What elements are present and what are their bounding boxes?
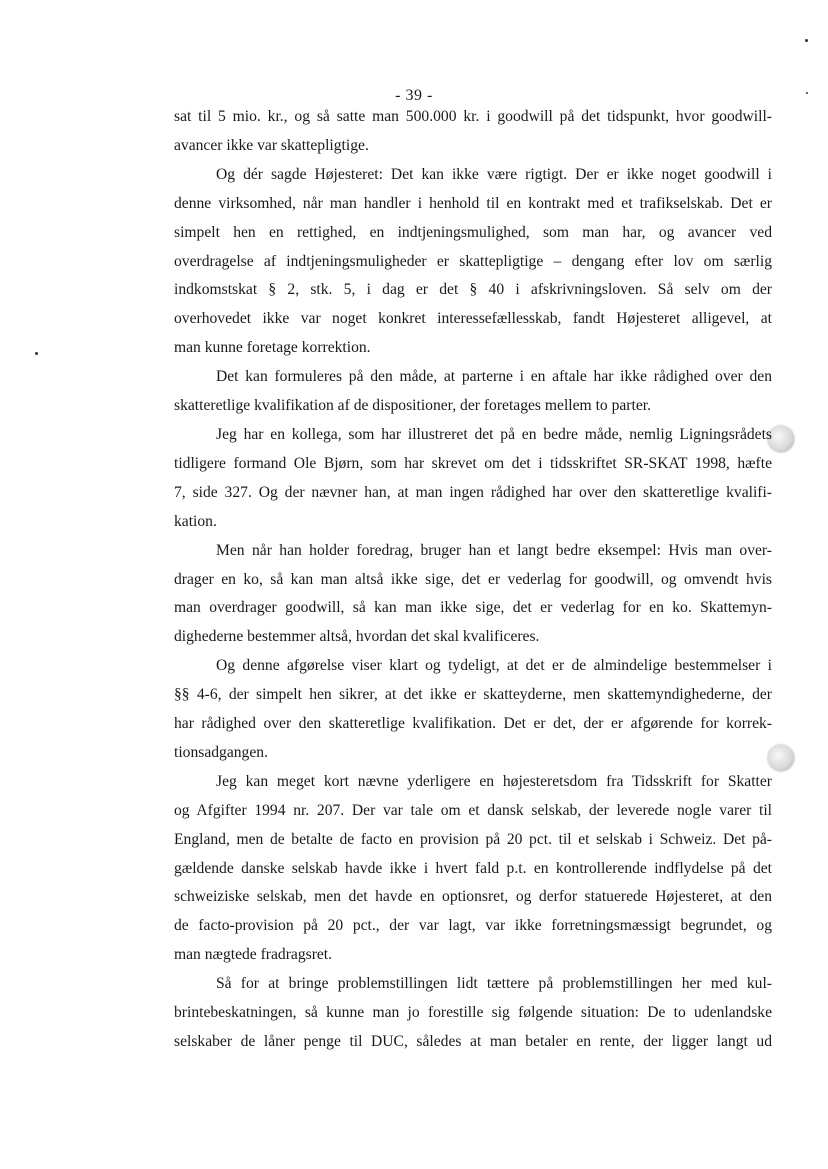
text-line: §§ 4-6, der simpelt hen sikrer, at det ikke er skatteyderne, men skattemyndighederne, der [174, 686, 772, 704]
text-line: Så for at bringe problemstillingen lidt tættere på problemstillingen her med kul- [216, 975, 772, 993]
text-line: Og denne afgørelse viser klart og tydeligt, at det er de almindelige bestemmelser i [216, 657, 772, 675]
text-line: man nægtede fradragsret. [174, 946, 333, 964]
text-line: Jeg har en kollega, som har illustreret det på en bedre måde, nemlig Ligningsrådets [216, 425, 772, 443]
text-line: tionsadgangen. [174, 743, 268, 761]
text-line: og Afgifter 1994 nr. 207. Der var tale om et dansk selskab, der leverede nogle varer til [174, 801, 772, 819]
text-line: Det kan formuleres på den måde, at parterne i en aftale har ikke rådighed over den [216, 368, 772, 386]
text-line: simpelt hen en rettighed, en indtjeningsmulighed, som man har, og avancer ved [174, 223, 772, 241]
body-text [174, 103, 772, 1057]
scan-speck [35, 352, 38, 355]
page-number: - 39 - [395, 87, 433, 104]
text-line: sat til 5 mio. kr., og så satte man 500.000 kr. i goodwill på det tidspunkt, hvor goodwill- [174, 108, 772, 125]
text-line: man kunne foretage korrektion. [174, 339, 371, 357]
text-line: indkomstskat § 2, stk. 5, i dag er det § 40 i afskrivningsloven. Så selv om der [174, 281, 772, 299]
text-line: tidligere formand Ole Bjørn, som har skrevet om det i tidsskriftet SR-SKAT 1998, hæfte [174, 454, 772, 472]
text-line: overhovedet ikke var noget konkret interessefællesskab, fandt Højesteret alligevel, at [174, 310, 772, 328]
text-line: 7, side 327. Og der nævner han, at man ingen rådighed har over den skatteretlige kvalifi- [174, 483, 772, 501]
text-line: avancer ikke var skattepligtige. [174, 136, 369, 154]
text-line: man overdrager goodwill, så kan man ikke sige, det er vederlag for en ko. Skattemyn- [174, 599, 772, 617]
text-line: overdragelse af indtjeningsmuligheder er skattepligtige – dengang efter lov om særlig [174, 252, 772, 270]
text-line: kation. [174, 512, 217, 530]
text-line: Men når han holder foredrag, bruger han et langt bedre eksempel: Hvis man over- [216, 541, 772, 559]
text-line: brintebeskatningen, så kunne man jo forestille sig følgende situation: De to udenlandske [174, 1004, 772, 1022]
text-line: Og dér sagde Højesteret: Det kan ikke være rigtigt. Der er ikke noget goodwill i [216, 165, 772, 183]
text-line: schweiziske selskab, men det havde en optionsret, og derfor statuerede Højesteret, at den [174, 888, 772, 906]
text-line: skatteretlige kvalifikation af de dispositioner, der foretages mellem to parter. [174, 397, 651, 415]
text-line: de facto-provision på 20 pct., der var lagt, var ikke forretningsmæssigt begrundet, og [174, 917, 772, 935]
text-line: gældende danske selskab havde ikke i hvert fald p.t. en kontrollerende indflydelse på det [174, 859, 772, 877]
text-line: England, men de betalte de facto en provision på 20 pct. til et selskab i Schweiz. Det på- [174, 830, 772, 848]
scan-speck [805, 39, 808, 42]
text-line: dighederne bestemmer altså, hvordan det skal kvalificeres. [174, 628, 540, 646]
text-line: har rådighed over den skatteretlige kvalifikation. Det er det, der er afgørende for korrek- [174, 715, 772, 733]
text-line: drager en ko, så kan man altså ikke sige, det er vederlag for goodwill, og omvendt hvis [174, 570, 772, 588]
text-line: denne virksomhed, når man handler i henhold til en kontrakt med et trafikselskab. Det er [174, 194, 772, 212]
text-line: selskaber de låner penge til DUC, således at man betaler en rente, der ligger langt ud [174, 1033, 772, 1050]
text-line: Jeg kan meget kort nævne yderligere en højesteretsdom fra Tidsskrift for Skatter [216, 772, 772, 790]
